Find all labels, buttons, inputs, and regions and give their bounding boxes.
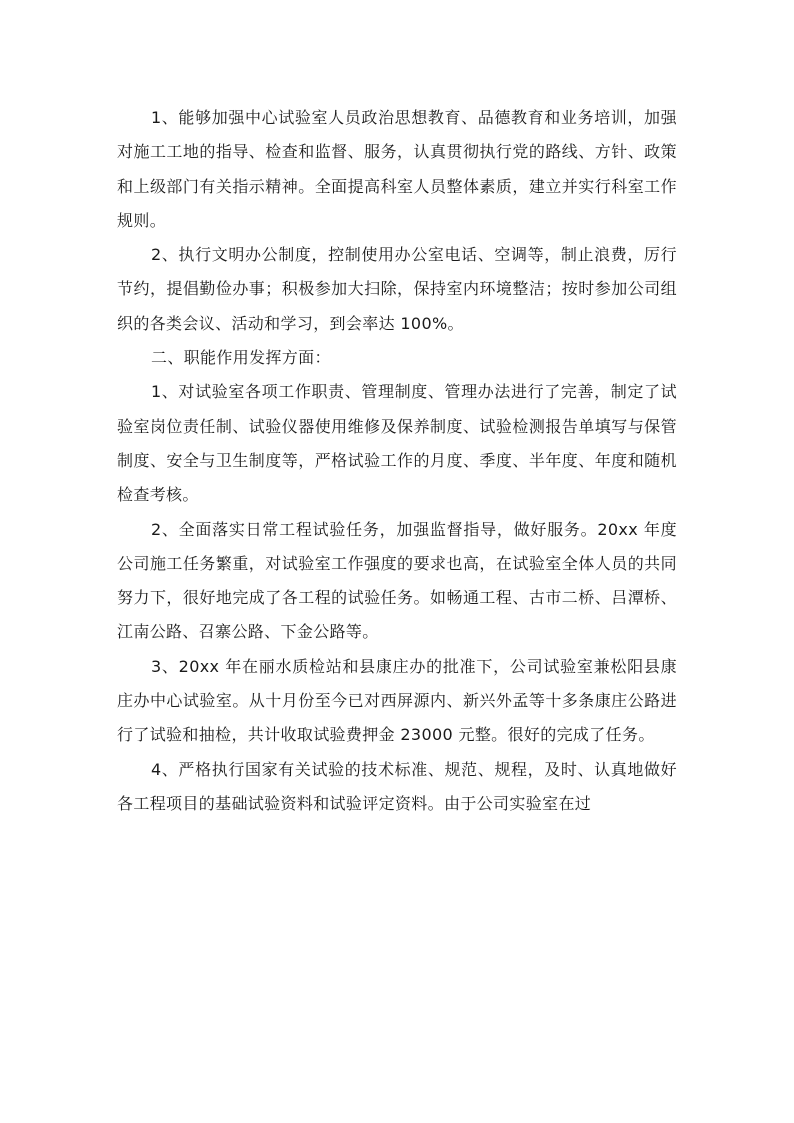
paragraph: 1、能够加强中心试验室人员政治思想教育、品德教育和业务培训，加强对施工工地的指导、检查和监督、服务，认真贯彻执行党的路线、方针、政策和上级部门有关指示精神。全面提高科室人员整体素质，建立并实行科室工作规则。 bbox=[117, 108, 677, 230]
document-body bbox=[117, 101, 677, 821]
paragraph: 3、20xx 年在丽水质检站和县康庄办的批准下，公司试验室兼松阳县康庄办中心试验室。从十月份至今已对西屏源内、新兴外孟等十多条康庄公路进行了试验和抽检，共计收取试验费押金 23000 元整。很好的完成了任务。 bbox=[117, 656, 677, 745]
paragraph: 2、全面落实日常工程试验任务，加强监督指导，做好服务。20xx 年度公司施工任务繁重，对试验室工作强度的要求也高，在试验室全体人员的共同努力下，很好地完成了各工程的试验任务。如畅通工程、古市二桥、吕潭桥、江南公路、召寨公路、下金公路等。 bbox=[117, 519, 677, 642]
paragraph: 1、对试验室各项工作职责、管理制度、管理办法进行了完善，制定了试验室岗位责任制、试验仪器使用维修及保养制度、试验检测报告单填写与保管制度、安全与卫生制度等，严格试验工作的月度、季度、半年度、年度和随机检查考核。 bbox=[117, 382, 677, 505]
paragraph: 4、严格执行国家有关试验的技术标准、规范、规程，及时、认真地做好各工程项目的基础试验资料和试验评定资料。由于公司实验室在过 bbox=[117, 759, 677, 813]
section-heading: 二、职能作用发挥方面： bbox=[151, 348, 331, 368]
paragraph: 2、执行文明办公制度，控制使用办公室电话、空调等，制止浪费，厉行节约，提倡勤俭办事；积极参加大扫除，保持室内环境整洁；按时参加公司组织的各类会议、活动和学习，到会率达 100%。 bbox=[117, 245, 677, 333]
